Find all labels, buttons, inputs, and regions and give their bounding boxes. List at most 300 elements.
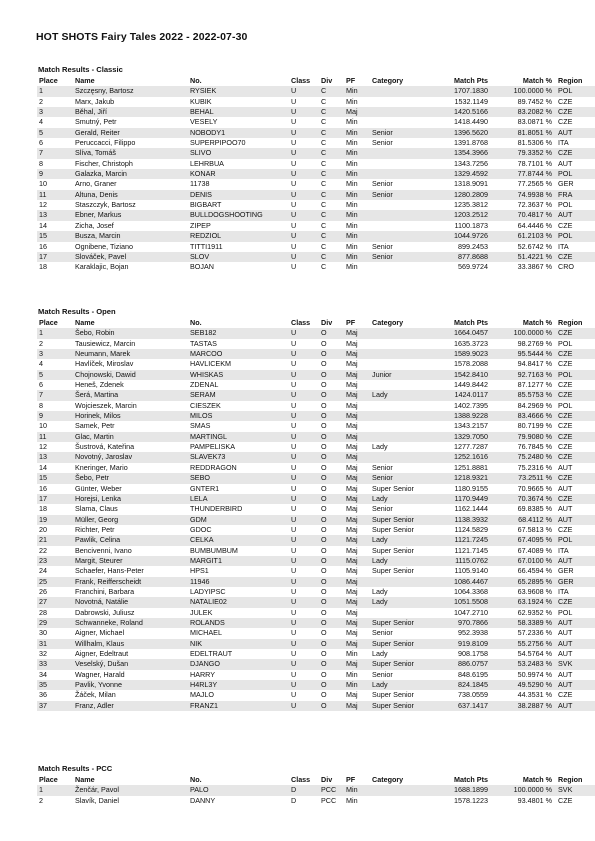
table-row <box>37 138 595 148</box>
cell-match-points: 1420.5166 <box>433 107 492 117</box>
table-row <box>37 128 595 138</box>
cell-name: Šustrová, Kateřina <box>75 442 135 452</box>
table-row <box>37 473 595 483</box>
cell-region: CZE <box>558 524 573 534</box>
cell-power-factor: Maj <box>344 452 370 462</box>
cell-class: U <box>291 241 297 251</box>
cell-region: AUT <box>558 158 573 168</box>
cell-region: ITA <box>558 241 569 251</box>
section-title: Match Results - Open <box>38 307 116 316</box>
cell-region: POL <box>556 86 595 96</box>
cell-number: KONAR <box>188 169 289 179</box>
table-row <box>37 328 595 338</box>
cell-match-points: 952.3938 <box>458 628 488 638</box>
cell-match-points: 1402.7395 <box>454 400 488 410</box>
cell-category: Super Senior <box>372 566 414 576</box>
cell-power-factor: Min <box>344 86 370 96</box>
cell-division: O <box>319 390 344 400</box>
cell-number: CIESZEK <box>190 400 221 410</box>
cell-division: C <box>321 117 327 127</box>
cell-category <box>370 380 433 390</box>
cell-match-points: 1235.3812 <box>454 200 488 210</box>
cell-category <box>370 159 433 169</box>
cell-class: U <box>289 148 319 158</box>
cell-region: CZE <box>556 349 595 359</box>
cell-category: Super Senior <box>370 659 433 669</box>
cell-category: Super Senior <box>370 618 433 628</box>
cell-match-points: 824.1845 <box>433 680 492 690</box>
cell-match-points: 1162.1444 <box>454 504 488 514</box>
cell-power-factor: Maj <box>346 483 358 493</box>
cell-match-percent: 85.5753 % <box>492 390 556 400</box>
cell-power-factor: Maj <box>344 556 370 566</box>
cell-category: Super Senior <box>372 545 414 555</box>
table-row <box>37 148 595 158</box>
cell-name: Chojnowski, Dawid <box>73 370 188 380</box>
cell-power-factor: Maj <box>346 338 358 348</box>
cell-match-percent: 66.4594 % <box>517 566 552 576</box>
cell-number: MILOS <box>188 411 289 421</box>
cell-number: SLOV <box>188 252 289 262</box>
cell-match-points: 1449.8442 <box>454 380 488 390</box>
cell-match-percent: 55.2756 % <box>492 639 556 649</box>
cell-category: Lady <box>370 556 433 566</box>
cell-power-factor: Min <box>346 138 358 148</box>
table-row <box>37 86 595 96</box>
cell-power-factor: Min <box>346 200 358 210</box>
cell-place: 3 <box>37 107 73 117</box>
table-row <box>37 670 595 680</box>
column-header-region: Region <box>558 76 583 85</box>
cell-name: Pawlik, Celina <box>73 535 188 545</box>
table-row <box>37 169 595 179</box>
cell-power-factor: Maj <box>344 597 370 607</box>
cell-name: Busza, Marcin <box>73 231 188 241</box>
cell-division: O <box>321 380 327 390</box>
cell-class: U <box>291 96 297 106</box>
cell-class: U <box>289 390 319 400</box>
cell-class: U <box>289 231 319 241</box>
cell-region: POL <box>556 370 595 380</box>
cell-region: CZE <box>556 473 595 483</box>
cell-name: Běhal, Jiří <box>73 107 188 117</box>
cell-region: POL <box>556 169 595 179</box>
cell-region: AUT <box>558 628 573 638</box>
cell-region: AUT <box>556 680 595 690</box>
cell-name: Franchini, Barbara <box>75 586 135 596</box>
cell-name: Smutný, Petr <box>75 117 117 127</box>
cell-power-factor: Min <box>344 680 370 690</box>
cell-place: 16 <box>39 483 47 493</box>
cell-category: Senior <box>372 179 393 189</box>
cell-name: Willhalm, Klaus <box>73 639 188 649</box>
cell-category: Senior <box>370 473 433 483</box>
column-header-match-percent: Match % <box>522 318 552 327</box>
cell-place: 1 <box>37 86 73 96</box>
table-row <box>37 349 595 359</box>
cell-match-percent: 38.2887 % <box>492 701 556 711</box>
cell-number: H4RL3Y <box>188 680 289 690</box>
cell-number: KUBIK <box>190 96 212 106</box>
cell-name: Glac, Martin <box>73 432 188 442</box>
cell-match-percent: 70.9665 % <box>517 483 552 493</box>
cell-number: LADYIPSC <box>190 586 226 596</box>
column-header-number: No. <box>190 76 202 85</box>
column-header-region: Region <box>558 775 583 784</box>
cell-division: O <box>321 442 327 452</box>
cell-class: U <box>291 400 297 410</box>
column-header-power-factor: PF <box>346 76 356 85</box>
cell-match-points: 1635.3723 <box>454 338 488 348</box>
cell-power-factor: Maj <box>344 577 370 587</box>
cell-place: 14 <box>39 220 47 230</box>
cell-region: GER <box>558 566 574 576</box>
cell-division: O <box>321 566 327 576</box>
cell-division: O <box>319 597 344 607</box>
cell-match-percent: 100.0000 % <box>492 86 556 96</box>
cell-number: MAJLO <box>190 690 214 700</box>
cell-number: BULLDOGSHOOTING <box>188 210 289 220</box>
column-header-power-factor: PF <box>346 318 356 327</box>
cell-category: Lady <box>370 494 433 504</box>
column-header-class: Class <box>291 775 311 784</box>
cell-class: U <box>289 107 319 117</box>
cell-division: O <box>321 586 327 596</box>
column-header-number: No. <box>190 318 202 327</box>
cell-name: Karaklajic, Bojan <box>75 262 129 272</box>
table-row <box>37 701 595 711</box>
cell-category: Lady <box>372 442 388 452</box>
cell-match-percent: 80.7199 % <box>517 421 552 431</box>
cell-power-factor: Maj <box>344 473 370 483</box>
cell-name: Schaefer, Hans-Peter <box>75 566 144 576</box>
cell-number: REDZIOL <box>188 231 289 241</box>
cell-name: Fischer, Christoph <box>75 158 133 168</box>
cell-place: 6 <box>39 380 43 390</box>
cell-place: 21 <box>37 535 73 545</box>
cell-match-points: 1251.8881 <box>454 462 488 472</box>
cell-division: O <box>319 328 344 338</box>
cell-power-factor: Maj <box>344 701 370 711</box>
cell-power-factor: Maj <box>344 328 370 338</box>
cell-name: Marx, Jakub <box>75 96 115 106</box>
cell-region: AUT <box>556 556 595 566</box>
cell-place: 5 <box>37 128 73 138</box>
cell-category: Senior <box>372 628 393 638</box>
cell-region: ITA <box>558 138 569 148</box>
cell-division: C <box>319 231 344 241</box>
cell-class: U <box>291 607 297 617</box>
cell-region: CZE <box>556 107 595 117</box>
table-row <box>37 659 595 669</box>
cell-place: 18 <box>39 504 47 514</box>
cell-class: U <box>289 252 319 262</box>
cell-match-percent: 83.0871 % <box>517 117 552 127</box>
cell-category <box>370 169 433 179</box>
cell-class: U <box>289 577 319 587</box>
cell-category <box>370 411 433 421</box>
cell-number: PALO <box>188 785 289 795</box>
cell-class: U <box>291 649 297 658</box>
cell-division: C <box>319 190 344 200</box>
cell-name: Günter, Weber <box>75 483 122 493</box>
cell-class: U <box>291 628 297 638</box>
table-row <box>37 159 595 169</box>
cell-name: Dabrowski, Juliusz <box>75 607 135 617</box>
cell-region: AUT <box>558 462 573 472</box>
cell-match-points: 1354.3966 <box>433 148 492 158</box>
cell-class: U <box>291 545 297 555</box>
cell-number: BIGBART <box>190 200 222 210</box>
cell-match-percent: 69.8385 % <box>517 504 552 514</box>
cell-name: Heneš, Zdenek <box>75 380 124 390</box>
cell-power-factor: Min <box>346 117 358 127</box>
cell-number: SMAS <box>190 421 211 431</box>
table-row <box>37 179 595 189</box>
cell-class: U <box>291 338 297 348</box>
table-row <box>37 242 595 252</box>
cell-match-points: 1115.0762 <box>433 556 492 566</box>
cell-class: U <box>291 462 297 472</box>
cell-region: POL <box>558 607 573 617</box>
cell-number: TASTAS <box>190 338 217 348</box>
cell-division: O <box>319 411 344 421</box>
header-row <box>37 76 595 86</box>
cell-division: O <box>319 659 344 669</box>
cell-match-points: 1391.8768 <box>454 138 488 148</box>
table-row <box>37 587 595 597</box>
column-header-match-points: Match Pts <box>454 775 488 784</box>
cell-match-points: 970.7866 <box>433 618 492 628</box>
cell-division: O <box>321 669 327 679</box>
cell-region: POL <box>556 535 595 545</box>
cell-number: EDELTRAUT <box>190 649 233 658</box>
cell-region: AUT <box>558 504 573 514</box>
cell-region: CZE <box>558 421 573 431</box>
cell-name: Aigner, Edeltraut <box>75 649 129 658</box>
column-header-class: Class <box>291 76 311 85</box>
cell-division: O <box>319 680 344 690</box>
cell-region: AUT <box>558 483 573 493</box>
cell-match-percent: 76.7845 % <box>517 442 552 452</box>
cell-division: C <box>321 241 327 251</box>
cell-power-factor: Maj <box>346 400 358 410</box>
table-row <box>37 649 595 659</box>
cell-match-percent: 62.9352 % <box>517 607 552 617</box>
cell-number: LEHRBUA <box>190 158 224 168</box>
cell-match-points: 1424.0117 <box>433 390 492 400</box>
cell-place: 16 <box>39 241 47 251</box>
cell-name: Žáček, Milan <box>75 690 116 700</box>
cell-match-percent: 95.5444 % <box>492 349 556 359</box>
cell-name: Bencivenni, Ivano <box>75 545 132 555</box>
table-row <box>37 380 595 390</box>
table-row <box>37 370 595 380</box>
cell-category: Super Senior <box>370 639 433 649</box>
cell-name: Ognibene, Tiziano <box>75 241 133 251</box>
cell-name: Neumann, Marek <box>73 349 188 359</box>
cell-category: Senior <box>370 128 433 138</box>
table-row <box>37 639 595 649</box>
cell-name: Ebner, Markus <box>73 210 188 220</box>
cell-match-points: 1542.8410 <box>433 370 492 380</box>
cell-match-points: 1343.7256 <box>454 158 488 168</box>
cell-region: CZE <box>556 494 595 504</box>
cell-division: PCC <box>321 795 337 805</box>
cell-place: 7 <box>37 390 73 400</box>
cell-division: PCC <box>319 785 344 795</box>
cell-category: Super Senior <box>372 524 414 534</box>
cell-class: U <box>289 452 319 462</box>
cell-place: 33 <box>37 659 73 669</box>
cell-place: 24 <box>39 566 47 576</box>
cell-class: U <box>289 639 319 649</box>
cell-place: 4 <box>39 117 43 127</box>
cell-power-factor: Min <box>346 158 358 168</box>
cell-category: Senior <box>372 462 393 472</box>
cell-number: THUNDERBIRD <box>190 504 243 514</box>
cell-name: Aigner, Michael <box>75 628 125 638</box>
cell-region: ITA <box>558 586 569 596</box>
cell-match-points: 637.1417 <box>433 701 492 711</box>
cell-category <box>370 577 433 587</box>
cell-name: Schwanneke, Roland <box>73 618 188 628</box>
cell-division: O <box>321 462 327 472</box>
cell-category <box>370 262 433 272</box>
cell-place: 9 <box>37 411 73 421</box>
table-row <box>37 452 595 462</box>
cell-category <box>370 401 433 411</box>
cell-class: U <box>289 597 319 607</box>
cell-match-points: 1280.2809 <box>433 190 492 200</box>
cell-match-points: 1329.7050 <box>433 432 492 442</box>
cell-name: Tausiewicz, Marcin <box>75 338 136 348</box>
cell-name: Frank, Reifferscheidt <box>73 577 188 587</box>
cell-match-points: 886.0757 <box>433 659 492 669</box>
cell-match-points: 1688.1899 <box>433 785 492 795</box>
cell-name: Franz, Adler <box>73 701 188 711</box>
cell-division: O <box>319 473 344 483</box>
cell-place: 10 <box>39 421 47 431</box>
cell-match-percent: 92.7163 % <box>492 370 556 380</box>
cell-power-factor: Maj <box>344 370 370 380</box>
cell-power-factor: Maj <box>344 390 370 400</box>
cell-region: POL <box>558 338 573 348</box>
cell-power-factor: Min <box>346 241 358 251</box>
cell-number: FRANZ1 <box>188 701 289 711</box>
cell-power-factor: Maj <box>344 432 370 442</box>
cell-place: 12 <box>39 442 47 452</box>
cell-place: 2 <box>39 795 43 805</box>
cell-match-points: 1277.7287 <box>454 442 488 452</box>
cell-power-factor: Maj <box>346 380 358 390</box>
cell-division: C <box>319 148 344 158</box>
cell-place: 13 <box>37 210 73 220</box>
cell-place: 29 <box>37 618 73 628</box>
cell-power-factor: Maj <box>346 504 358 514</box>
table-row <box>37 608 595 618</box>
cell-division: O <box>319 494 344 504</box>
cell-place: 9 <box>37 169 73 179</box>
cell-number: HAVLICEKM <box>190 359 232 369</box>
cell-name: Margit, Steurer <box>73 556 188 566</box>
column-header-division: Div <box>321 76 333 85</box>
cell-match-percent: 98.2769 % <box>517 338 552 348</box>
cell-power-factor: Min <box>344 252 370 262</box>
cell-match-percent: 52.6742 % <box>517 241 552 251</box>
cell-name: Ženčár, Pavol <box>73 785 188 795</box>
cell-match-percent: 81.8051 % <box>492 128 556 138</box>
cell-match-percent: 94.8417 % <box>517 359 552 369</box>
column-header-name: Name <box>75 318 95 327</box>
table-row <box>37 546 595 556</box>
cell-match-percent: 57.2336 % <box>517 628 552 638</box>
cell-number: PAMPELISKA <box>190 442 236 452</box>
cell-class: U <box>291 586 297 596</box>
cell-match-points: 899.2453 <box>458 241 488 251</box>
cell-class: U <box>289 349 319 359</box>
cell-number: SUPERPIPOO70 <box>190 138 246 148</box>
cell-category <box>370 796 433 806</box>
cell-power-factor: Maj <box>344 349 370 359</box>
table-row <box>37 680 595 690</box>
cell-place: 27 <box>37 597 73 607</box>
cell-region: CZE <box>556 252 595 262</box>
cell-power-factor: Min <box>346 220 358 230</box>
cell-match-points: 1064.3368 <box>454 586 488 596</box>
cell-region: CZE <box>558 359 573 369</box>
cell-match-percent: 93.4801 % <box>517 795 552 805</box>
column-header-match-points: Match Pts <box>454 318 488 327</box>
cell-match-points: 1044.9726 <box>433 231 492 241</box>
cell-region: AUT <box>556 618 595 628</box>
column-header-category: Category <box>372 76 404 85</box>
table-row <box>37 411 595 421</box>
cell-class: U <box>289 370 319 380</box>
cell-power-factor: Maj <box>344 659 370 669</box>
cell-power-factor: Min <box>346 649 358 658</box>
cell-place: 17 <box>37 252 73 262</box>
cell-place: 13 <box>37 452 73 462</box>
cell-class: U <box>291 262 297 272</box>
table-row <box>37 577 595 587</box>
cell-match-percent: 73.2511 % <box>492 473 556 483</box>
cell-name: Horinek, Milos <box>73 411 188 421</box>
cell-category <box>370 359 433 369</box>
cell-match-points: 1100.1873 <box>454 220 488 230</box>
cell-name: Šebo, Robin <box>73 328 188 338</box>
table-row <box>37 231 595 241</box>
cell-region: CZE <box>558 795 573 805</box>
table-row <box>37 262 595 272</box>
cell-match-points: 1105.9140 <box>454 566 488 576</box>
cell-place: 23 <box>37 556 73 566</box>
table-row <box>37 618 595 628</box>
cell-division: C <box>321 179 327 189</box>
cell-match-percent: 49.5290 % <box>492 680 556 690</box>
cell-class: U <box>289 701 319 711</box>
cell-name: Slováček, Pavel <box>73 252 188 262</box>
cell-power-factor: Maj <box>346 607 358 617</box>
cell-category: Super Senior <box>372 690 414 700</box>
cell-region: SVK <box>556 659 595 669</box>
cell-division: O <box>321 607 327 617</box>
cell-match-percent: 70.4817 % <box>492 210 556 220</box>
cell-category: Lady <box>370 535 433 545</box>
cell-place: 1 <box>37 328 73 338</box>
cell-place: 15 <box>37 473 73 483</box>
cell-name: Zicha, Josef <box>75 220 114 230</box>
